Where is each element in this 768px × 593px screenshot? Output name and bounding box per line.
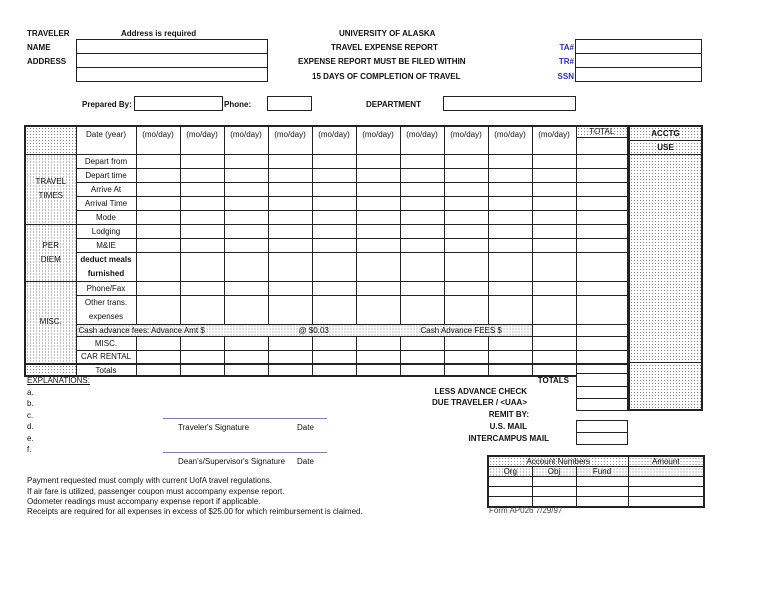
expense-row-day-cell[interactable] <box>180 154 224 168</box>
section-label-line: TIMES <box>38 191 63 200</box>
prepared-by-label: Prepared By: <box>82 100 132 109</box>
amount-cell[interactable] <box>628 497 704 507</box>
row-label: M&IE <box>76 238 136 252</box>
expense-row-day-cell[interactable] <box>444 350 488 364</box>
expense-row-day-cell[interactable] <box>400 281 444 295</box>
cash-advance-total-cell[interactable] <box>576 324 628 336</box>
expense-row-day-cell[interactable] <box>224 238 268 252</box>
totals-row-day-cell[interactable] <box>532 364 576 376</box>
total-label: TOTAL <box>577 127 628 138</box>
fund-header: Fund <box>576 467 628 477</box>
phone-field[interactable] <box>267 96 312 111</box>
obj-cell[interactable] <box>532 487 576 497</box>
report-title: TRAVEL EXPENSE REPORT <box>331 43 438 52</box>
expense-row-day-cell[interactable] <box>312 224 356 238</box>
section-label <box>25 224 76 281</box>
expense-row-day-cell[interactable] <box>180 210 224 224</box>
expense-row-day-cell[interactable] <box>532 252 576 281</box>
less-advance-label: LESS ADVANCE CHECK <box>434 387 527 396</box>
expense-row-day-cell[interactable] <box>224 224 268 238</box>
expense-row-day-cell[interactable] <box>268 252 312 281</box>
us-mail-label: U.S. MAIL <box>489 422 527 431</box>
expense-row-day-cell[interactable] <box>444 182 488 196</box>
expense-row-day-cell[interactable] <box>312 154 356 168</box>
section-label-line: MISC. <box>39 317 62 327</box>
expense-row-day-cell[interactable] <box>444 336 488 350</box>
expense-row-total-cell[interactable] <box>576 281 628 295</box>
expense-row-day-cell[interactable] <box>400 168 444 182</box>
expense-row-day-cell[interactable] <box>136 238 180 252</box>
totals-field[interactable] <box>576 373 628 387</box>
expense-row-day-cell[interactable] <box>312 350 356 364</box>
expense-row-day-cell[interactable] <box>488 168 532 182</box>
expense-row-day-cell[interactable] <box>312 196 356 210</box>
expense-row-day-cell[interactable] <box>268 238 312 252</box>
expense-row-day-cell[interactable] <box>312 182 356 196</box>
totals-row-label: Totals <box>76 364 136 376</box>
totals-row-day-cell[interactable] <box>312 364 356 376</box>
expense-row-day-cell[interactable] <box>268 196 312 210</box>
day-column-header[interactable]: (mo/day) <box>356 126 400 154</box>
cash-advance-fees-row <box>76 324 532 336</box>
name-field[interactable] <box>76 39 268 54</box>
expense-row-day-cell[interactable] <box>224 182 268 196</box>
department-field[interactable] <box>443 96 576 111</box>
expense-row-day-cell[interactable] <box>356 295 400 324</box>
address-required-note: Address is required <box>121 29 197 38</box>
expense-row-day-cell[interactable] <box>224 210 268 224</box>
remit-by-label: REMIT BY: <box>488 410 529 419</box>
row-label: Arrival Time <box>76 196 136 210</box>
university-title: UNIVERSITY OF ALASKA <box>339 29 436 38</box>
expense-row-total-cell[interactable] <box>576 336 628 350</box>
expense-row-day-cell[interactable] <box>224 154 268 168</box>
section-label-line: DIEM <box>40 254 61 264</box>
accounting-use-column <box>628 125 703 411</box>
expense-row-day-cell[interactable] <box>488 224 532 238</box>
fund-cell[interactable] <box>576 477 628 487</box>
expense-row-day-cell[interactable] <box>356 252 400 281</box>
expense-row-day-cell[interactable] <box>268 210 312 224</box>
address-field-1[interactable] <box>76 53 268 68</box>
row-label: Other trans. expenses <box>76 295 136 324</box>
ta-label: TA# <box>559 43 574 52</box>
day-column-header[interactable]: (mo/day) <box>312 126 356 154</box>
filing-notice: EXPENSE REPORT MUST BE FILED WITHIN <box>298 57 466 66</box>
name-label: NAME <box>27 43 51 52</box>
traveler-signature-label: Traveler's Signature <box>178 423 250 432</box>
expense-row-day-cell[interactable] <box>312 210 356 224</box>
expense-row-day-cell[interactable] <box>400 154 444 168</box>
totals-label: TOTALS <box>537 376 569 385</box>
expense-row-day-cell[interactable] <box>180 252 224 281</box>
expense-row-day-cell[interactable] <box>312 168 356 182</box>
org-cell[interactable] <box>488 477 532 487</box>
expense-row-day-cell[interactable] <box>356 210 400 224</box>
expense-row-day-cell[interactable] <box>400 210 444 224</box>
expense-row-total-cell[interactable] <box>576 196 628 210</box>
section-label-line: TRAVEL <box>35 177 67 186</box>
expense-row-day-cell[interactable] <box>488 210 532 224</box>
cash-advance-rate: @ $0.03 <box>298 325 329 335</box>
obj-header: Obj <box>532 467 576 477</box>
explanation-line[interactable]: a. <box>27 388 34 397</box>
grid-corner <box>25 126 76 154</box>
obj-cell[interactable] <box>532 477 576 487</box>
expense-row-day-cell[interactable] <box>400 196 444 210</box>
expense-row-day-cell[interactable] <box>268 336 312 350</box>
tr-field[interactable] <box>575 53 702 68</box>
expense-row-day-cell[interactable] <box>488 182 532 196</box>
day-column-header[interactable]: (mo/day) <box>488 126 532 154</box>
traveler-signature-line[interactable] <box>163 418 327 419</box>
expense-row-day-cell[interactable] <box>268 350 312 364</box>
day-column-header[interactable]: (mo/day) <box>400 126 444 154</box>
expense-row-day-cell[interactable] <box>444 252 488 281</box>
expense-row-day-cell[interactable] <box>136 281 180 295</box>
due-traveler-label: DUE TRAVELER / <UAA> <box>432 398 527 407</box>
expense-row-day-cell[interactable] <box>444 154 488 168</box>
expense-row-day-cell[interactable] <box>268 295 312 324</box>
totals-row-day-cell[interactable] <box>400 364 444 376</box>
expense-row-day-cell[interactable] <box>312 295 356 324</box>
expense-row-total-cell[interactable] <box>576 210 628 224</box>
dean-signature-label: Dean's/Supervisor's Signature <box>178 457 286 466</box>
amount-cell[interactable] <box>628 477 704 487</box>
section-label <box>25 281 76 364</box>
expense-grid <box>24 125 629 377</box>
phone-label: Phone: <box>224 100 252 109</box>
expense-row-day-cell[interactable] <box>488 154 532 168</box>
explanation-line[interactable]: c. <box>27 410 34 420</box>
row-label: Depart from <box>76 154 136 168</box>
totals-row-day-cell[interactable] <box>488 364 532 376</box>
cash-advance-fees: Cash advance fees: Advance Amt $ <box>78 325 205 335</box>
cash-advance-fees2: Cash Advance FEES $ <box>420 325 502 335</box>
day-column-header[interactable]: (mo/day) <box>532 126 576 154</box>
expense-row-day-cell[interactable] <box>312 281 356 295</box>
amount-subheader <box>628 467 704 477</box>
row-label: Mode <box>76 210 136 224</box>
note: Payment requested must comply with current UofA travel regulations. <box>27 476 272 485</box>
expense-row-day-cell[interactable] <box>532 281 576 295</box>
department-label: DEPARTMENT <box>366 100 421 109</box>
expense-row-day-cell[interactable] <box>224 281 268 295</box>
expense-row-day-cell[interactable] <box>312 252 356 281</box>
form-id: Form AP026 7/29/97 <box>489 506 563 515</box>
expense-row-day-cell[interactable] <box>356 224 400 238</box>
row-label: Phone/Fax <box>76 281 136 295</box>
note: If air fare is utilized, passenger coupon must accompany expense report. <box>27 487 285 496</box>
expense-row-day-cell[interactable] <box>444 281 488 295</box>
expense-row-day-cell[interactable] <box>356 238 400 252</box>
expense-row-day-cell[interactable] <box>180 224 224 238</box>
expense-row-day-cell[interactable] <box>400 336 444 350</box>
day-column-header[interactable]: (mo/day) <box>224 126 268 154</box>
row-label: Depart time <box>76 168 136 182</box>
explanation-line[interactable]: d. <box>27 422 34 432</box>
use-label: USE <box>630 141 701 155</box>
expense-row-day-cell[interactable] <box>444 295 488 324</box>
totals-row-day-cell[interactable] <box>224 364 268 376</box>
due-traveler-field[interactable] <box>576 398 628 411</box>
expense-row-day-cell[interactable] <box>488 252 532 281</box>
dean-date-label: Date <box>297 457 314 466</box>
intercampus-mail-checkbox[interactable] <box>576 432 628 445</box>
expense-row-day-cell[interactable] <box>356 350 400 364</box>
expense-row-day-cell[interactable] <box>444 168 488 182</box>
totals-row-day-cell[interactable] <box>180 364 224 376</box>
expense-row-day-cell[interactable] <box>180 196 224 210</box>
expense-row-day-cell[interactable] <box>356 196 400 210</box>
prepared-by-field[interactable] <box>134 96 223 111</box>
expense-row-day-cell[interactable] <box>532 336 576 350</box>
address-label: ADDRESS <box>27 57 67 66</box>
expense-row-day-cell[interactable] <box>532 196 576 210</box>
expense-row-day-cell[interactable] <box>136 336 180 350</box>
expense-row-day-cell[interactable] <box>488 336 532 350</box>
expense-row-day-cell[interactable] <box>268 168 312 182</box>
expense-row-day-cell[interactable] <box>224 350 268 364</box>
expense-row-day-cell[interactable] <box>136 295 180 324</box>
intercampus-mail-label: INTERCAMPUS MAIL <box>468 434 549 443</box>
expense-row-day-cell[interactable] <box>180 350 224 364</box>
row-label: Lodging <box>76 224 136 238</box>
expense-row-day-cell[interactable] <box>356 182 400 196</box>
expense-row-total-cell[interactable] <box>576 238 628 252</box>
expense-row-day-cell[interactable] <box>532 168 576 182</box>
expense-row-day-cell[interactable] <box>400 295 444 324</box>
expense-row-day-cell[interactable] <box>444 224 488 238</box>
expense-row-day-cell[interactable] <box>444 238 488 252</box>
expense-row-day-cell[interactable] <box>136 196 180 210</box>
address-field-2[interactable] <box>76 67 268 82</box>
expense-row-day-cell[interactable] <box>136 350 180 364</box>
row-label: Arrive At <box>76 182 136 196</box>
expense-row-day-cell[interactable] <box>356 168 400 182</box>
section-label-line: PER <box>42 240 59 250</box>
row-label: CAR RENTAL <box>76 350 136 364</box>
explanation-line[interactable]: e. <box>27 433 34 443</box>
day-column-header[interactable]: (mo/day) <box>444 126 488 154</box>
expense-row-day-cell[interactable] <box>268 182 312 196</box>
expense-row-total-cell[interactable] <box>576 252 628 281</box>
totals-row-day-cell[interactable] <box>268 364 312 376</box>
traveler-label: TRAVELER <box>27 29 70 38</box>
expense-row-day-cell[interactable] <box>444 196 488 210</box>
expense-row-total-cell[interactable] <box>576 154 628 168</box>
expense-row-day-cell[interactable] <box>136 224 180 238</box>
section-label <box>25 154 76 224</box>
expense-row-day-cell[interactable] <box>400 224 444 238</box>
acctg-label: ACCTG <box>630 127 701 141</box>
expense-row-day-cell[interactable] <box>224 295 268 324</box>
org-cell[interactable] <box>488 497 532 507</box>
expense-row-day-cell[interactable] <box>400 252 444 281</box>
day-column-header[interactable]: (mo/day) <box>136 126 180 154</box>
expense-row-day-cell[interactable] <box>136 182 180 196</box>
expense-row-day-cell[interactable] <box>180 168 224 182</box>
expense-row-day-cell[interactable] <box>532 224 576 238</box>
dean-signature-line[interactable] <box>163 452 327 453</box>
expense-row-day-cell[interactable] <box>488 295 532 324</box>
expense-row-day-cell[interactable] <box>488 350 532 364</box>
expense-row-day-cell[interactable] <box>136 252 180 281</box>
expense-row-day-cell[interactable] <box>180 281 224 295</box>
expense-row-day-cell[interactable] <box>488 238 532 252</box>
note: Odometer readings must accompany expense report if applicable. <box>27 497 261 506</box>
totals-corner <box>25 364 76 376</box>
expense-row-day-cell[interactable] <box>268 281 312 295</box>
expense-row-day-cell[interactable] <box>532 238 576 252</box>
fund-cell[interactable] <box>576 487 628 497</box>
expense-row-day-cell[interactable] <box>356 281 400 295</box>
totals-row-day-cell[interactable] <box>356 364 400 376</box>
org-cell[interactable] <box>488 487 532 497</box>
row-label: deduct meals furnished <box>76 252 136 281</box>
expense-row-day-cell[interactable] <box>532 210 576 224</box>
amount-cell[interactable] <box>628 487 704 497</box>
filing-deadline: 15 DAYS OF COMPLETION OF TRAVEL <box>312 72 461 81</box>
expense-row-total-cell[interactable] <box>576 295 628 324</box>
tr-label: TR# <box>558 57 574 66</box>
expense-row-day-cell[interactable] <box>400 182 444 196</box>
expense-row-day-cell[interactable] <box>136 210 180 224</box>
expense-row-day-cell[interactable] <box>268 154 312 168</box>
expense-row-total-cell[interactable] <box>576 168 628 182</box>
expense-row-total-cell[interactable] <box>576 350 628 364</box>
obj-cell[interactable] <box>532 497 576 507</box>
expense-row-day-cell[interactable] <box>356 336 400 350</box>
expense-row-day-cell[interactable] <box>136 154 180 168</box>
expense-row-day-cell[interactable] <box>400 238 444 252</box>
expense-row-day-cell[interactable] <box>180 295 224 324</box>
expense-row-total-cell[interactable] <box>576 224 628 238</box>
day-column-header[interactable]: (mo/day) <box>268 126 312 154</box>
expense-row-day-cell[interactable] <box>532 154 576 168</box>
expense-row-day-cell[interactable] <box>532 182 576 196</box>
amount-header: Amount <box>628 456 704 467</box>
expense-row-day-cell[interactable] <box>136 168 180 182</box>
day-column-header[interactable]: (mo/day) <box>180 126 224 154</box>
cash-advance-cell[interactable] <box>532 324 576 336</box>
note: Receipts are required for all expenses in excess of $25.00 for which reimbursement is claimed. <box>27 507 363 516</box>
expense-row-day-cell[interactable] <box>488 196 532 210</box>
expense-row-day-cell[interactable] <box>532 350 576 364</box>
ssn-label: SSN <box>557 72 574 81</box>
account-numbers-header: Account Numbers <box>488 456 628 467</box>
explanation-line[interactable]: f. <box>27 445 32 454</box>
expense-row-day-cell[interactable] <box>224 336 268 350</box>
fund-cell[interactable] <box>576 497 628 507</box>
total-header <box>576 126 628 154</box>
ta-field[interactable] <box>575 39 702 54</box>
expense-row-day-cell[interactable] <box>180 182 224 196</box>
totals-row-day-cell[interactable] <box>136 364 180 376</box>
expense-row-day-cell[interactable] <box>224 252 268 281</box>
expense-row-day-cell[interactable] <box>180 238 224 252</box>
expense-row-day-cell[interactable] <box>444 210 488 224</box>
explanations-title: EXPLANATIONS: <box>27 376 90 385</box>
expense-row-day-cell[interactable] <box>312 336 356 350</box>
expense-row-day-cell[interactable] <box>488 281 532 295</box>
expense-row-day-cell[interactable] <box>268 224 312 238</box>
ssn-field[interactable] <box>575 67 702 82</box>
expense-row-day-cell[interactable] <box>180 336 224 350</box>
traveler-date-label: Date <box>297 423 314 432</box>
expense-row-day-cell[interactable] <box>224 196 268 210</box>
expense-row-day-cell[interactable] <box>312 238 356 252</box>
row-label: MISC. <box>76 336 136 350</box>
expense-row-total-cell[interactable] <box>576 182 628 196</box>
expense-row-day-cell[interactable] <box>400 350 444 364</box>
org-header: Org <box>488 467 532 477</box>
account-numbers-table <box>487 455 705 508</box>
explanation-line[interactable]: b. <box>27 399 34 409</box>
totals-row-day-cell[interactable] <box>444 364 488 376</box>
expense-row-day-cell[interactable] <box>356 154 400 168</box>
expense-row-day-cell[interactable] <box>532 295 576 324</box>
expense-row-day-cell[interactable] <box>224 168 268 182</box>
date-year-header: Date (year) <box>76 126 136 154</box>
